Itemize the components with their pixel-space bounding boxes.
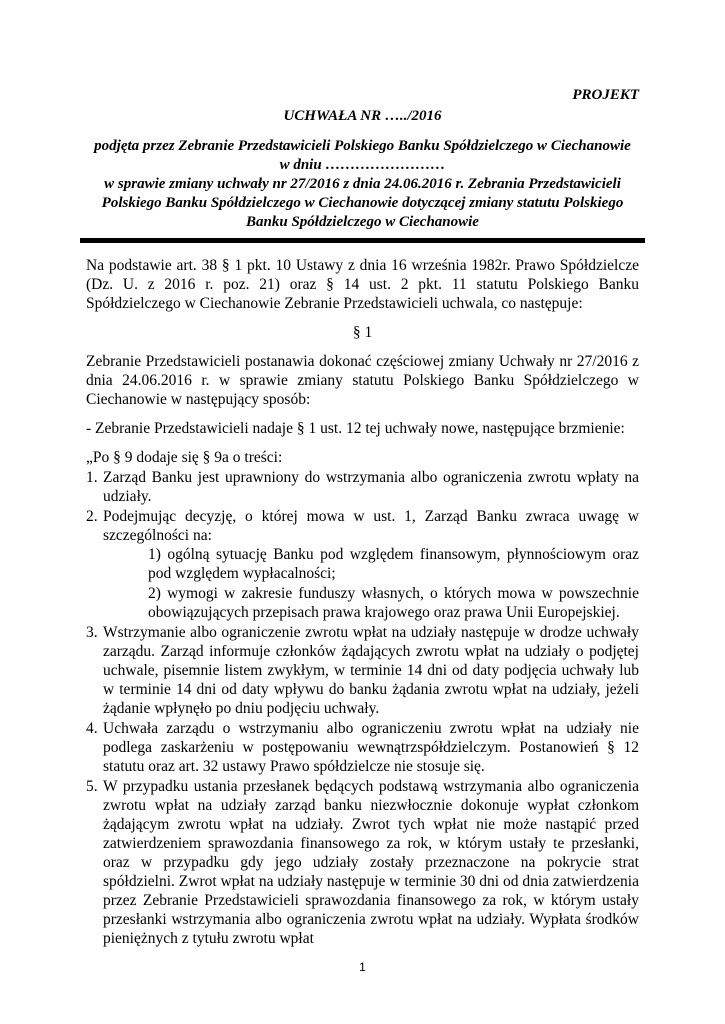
- point-number: 4.: [86, 720, 98, 737]
- document-header: [86, 86, 639, 232]
- point-text: Podejmując decyzję, o której mowa w ust. 1, Zarząd Banku zwraca uwagę w szczególności na:: [103, 508, 639, 544]
- header-line-subject: w sprawie zmiany uchwały nr 27/2016 z dnia 24.06.2016 r. Zebrania Przedstawicieli Polskiego Banku Spółdzielczego w Ciechanowie dotyczącej zmiany statutu Polskiego Banku Spółdzielczego w Ciechanowie: [101, 176, 624, 230]
- list-item: [86, 623, 639, 718]
- header-divider: [80, 238, 645, 243]
- header-line-date: w dniu ……………………: [279, 157, 446, 173]
- points-list: [86, 468, 639, 948]
- subpoint-item: 2) wymogi w zakresie funduszy własnych, o których mowa w powszechnie obowiązujących przepisach prawa krajowego oraz prawa Unii Europejskiej.: [148, 585, 639, 621]
- section-heading: § 1: [352, 324, 373, 341]
- paragraph-3: „Po § 9 dodaje się § 9a o treści:: [86, 449, 283, 466]
- paragraph-1: Zebranie Przedstawicieli postanawia dokonać częściowej zmiany Uchwały nr 27/2016 z dnia 24.06.2016 r. w sprawie zmiany statutu Polskiego Banku Spółdzielczego w Ciechanowie w następujący sposób:: [86, 353, 639, 408]
- point-text: Zarząd Banku jest uprawniony do wstrzymania albo ograniczenia zwrotu wpłaty na udziały.: [103, 469, 639, 505]
- list-item: [86, 777, 639, 948]
- document-body: [86, 256, 639, 949]
- list-item: [86, 507, 639, 622]
- point-number: 5.: [86, 778, 98, 795]
- point-text: Wstrzymanie albo ograniczenie zwrotu wpłat na udziały następuje w drodze uchwały zarządu. Zarząd informuje członków żądających zwrotu wpłat na udziały o podjętej uchwale, pisemnie listem zwykłym, w terminie 14 dni od daty podjęcia uchwały lub w terminie 14 dni od daty wpływu do banku żądania zwrotu wpłat na udziały, jeżeli żądanie wpłynęło po dniu podjęciu uchwały.: [103, 624, 639, 717]
- intro-paragraph: Na podstawie art. 38 § 1 pkt. 10 Ustawy z dnia 16 września 1982r. Prawo Spółdzielcze (Dz. U. z 2016 r. poz. 21) oraz § 14 ust. 2 pkt. 11 statutu Polskiego Banku Spółdzielczego w Ciechanowie Zebranie Przedstawicieli uchwala, co następuje:: [86, 257, 639, 312]
- resolution-title: UCHWAŁA NR …../2016: [283, 108, 442, 124]
- list-item: [86, 719, 639, 776]
- point-number: 3.: [86, 624, 98, 641]
- projekt-label: PROJEKT: [572, 87, 639, 103]
- page-number: 1: [359, 960, 366, 974]
- point-text: W przypadku ustania przesłanek będących podstawą wstrzymania albo ograniczenia zwrotu wpłat na udziały zarząd banku niezwłocznie dokonuje wypłat członkom żądającym zwrotu wpłat na udziały. Zwrot tych wpłat nie może nastąpić przed zatwierdzeniem sprawozdania finansowego za rok, w którym ustały te przesłanki, oraz w przypadku gdy jego udziały zostały przeznaczone na pokrycie strat spółdzielni. Zwrot wpłat na udziały następuje w terminie 30 dni od dnia zatwierdzenia przez Zebranie Przedstawicieli sprawozdania finansowego za rok, w którym ustały przesłanki wstrzymania albo ograniczenia zwrotu wpłat na udziały. Wypłata środków pieniężnych z tytułu zwrotu wpłat: [103, 778, 639, 947]
- subpoint-item: 1) ogólną sytuację Banku pod względem finansowym, płynnościowym oraz pod względem wypłacalności;: [148, 546, 639, 582]
- list-item: [86, 468, 639, 506]
- point-text: Uchwała zarządu o wstrzymaniu albo ograniczeniu zwrotu wpłat na udziały nie podlega zaskarżeniu w postępowaniu wewnątrzspółdzielczym. Postanowień § 12 statutu oraz art. 32 ustawy Prawo spółdzielcze nie stosuje się.: [103, 720, 639, 775]
- point-number: 1.: [86, 469, 98, 486]
- header-line-adopted-by: podjęta przez Zebranie Przedstawicieli Polskiego Banku Spółdzielczego w Ciechanowie: [94, 138, 631, 154]
- point-number: 2.: [86, 508, 98, 525]
- paragraph-2: - Zebranie Przedstawicieli nadaje § 1 ust. 12 tej uchwały nowe, następujące brzmienie:: [86, 420, 625, 437]
- subpoints-list: [103, 545, 639, 622]
